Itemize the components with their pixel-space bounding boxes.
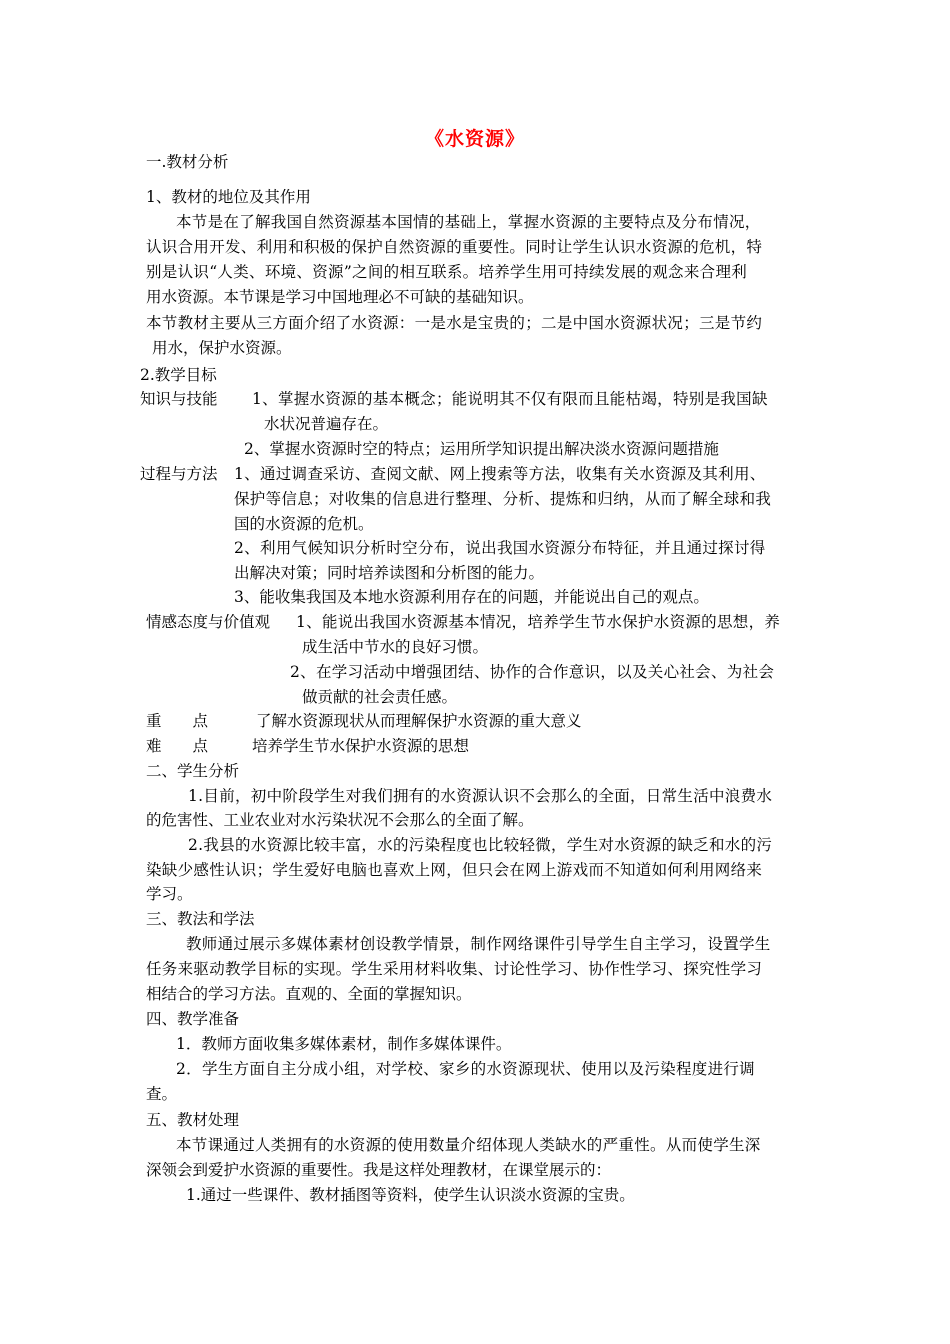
- objective-line: 1、掌握水资源的基本概念；能说明其不仅有限而且能枯竭，特别是我国缺: [252, 390, 768, 408]
- paragraph-line: 认识合用开发、利用和积极的保护自然资源的重要性。同时让学生认识水资源的危机，特: [146, 238, 763, 256]
- paragraph-line: 染缺少感性认识；学生爱好电脑也喜欢上网，但只会在网上游戏而不知道如何利用网络来: [146, 861, 763, 879]
- section-heading-methods: 三、教法和学法: [146, 910, 255, 928]
- paragraph-line: 1.目前，初中阶段学生对我们拥有的水资源认识不会那么的全面，日常生活中浪费水: [188, 787, 773, 805]
- key-point-label: 重 点: [146, 712, 209, 730]
- paragraph-line: 查。: [146, 1085, 178, 1103]
- objective-line: 国的水资源的危机。: [234, 515, 374, 533]
- section-heading-students: 二、学生分析: [146, 762, 240, 780]
- paragraph-line: 用水，保护水资源。: [152, 339, 292, 357]
- paragraph-line: 本节是在了解我国自然资源基本国情的基础上，掌握水资源的主要特点及分布情况，: [176, 213, 761, 231]
- paragraph-line: 1．教师方面收集多媒体素材，制作多媒体课件。: [176, 1035, 512, 1053]
- objective-line: 2、掌握水资源时空的特点；运用所学知识提出解决淡水资源问题措施: [244, 440, 719, 458]
- objective-line: 成生活中节水的良好习惯。: [302, 638, 489, 656]
- objective-line: 做贡献的社会责任感。: [302, 688, 458, 706]
- objective-label-process: 过程与方法: [140, 465, 218, 483]
- section-heading-preparation: 四、教学准备: [146, 1010, 240, 1028]
- section-heading-textbook-analysis: 一.教材分析: [146, 153, 229, 171]
- objective-line: 1、能说出我国水资源基本情况，培养学生节水保护水资源的思想，养: [296, 613, 781, 631]
- key-point-text: 了解水资源现状从而理解保护水资源的重大意义: [256, 712, 582, 730]
- paragraph-line: 1.通过一些课件、教材插图等资料，使学生认识淡水资源的宝贵。: [186, 1186, 635, 1204]
- paragraph-line: 2.我县的水资源比较丰富，水的污染程度也比较轻微，学生对水资源的缺乏和水的污: [188, 836, 773, 854]
- paragraph-line: 任务来驱动教学目标的实现。学生采用材料收集、讨论性学习、协作性学习、探究性学习: [146, 960, 763, 978]
- section-heading-processing: 五、教材处理: [146, 1111, 240, 1129]
- paragraph-line: 教师通过展示多媒体素材创设教学情景，制作网络课件引导学生自主学习，设置学生: [186, 935, 771, 953]
- objective-line: 3、能收集我国及本地水资源利用存在的问题，并能说出自己的观点。: [234, 588, 709, 606]
- paragraph-line: 本节教材主要从三方面介绍了水资源：一是水是宝贵的；二是中国水资源状况；三是节约: [146, 314, 763, 332]
- subheading-role: 1、教材的地位及其作用: [146, 188, 311, 206]
- subheading-objectives: 2.教学目标: [140, 366, 217, 384]
- paragraph-line: 深领会到爱护水资源的重要性。我是这样处理教材，在课堂展示的：: [146, 1161, 612, 1179]
- objective-line: 2、在学习活动中增强团结、协作的合作意识，以及关心社会、为社会: [290, 663, 775, 681]
- objective-line: 出解决对策；同时培养读图和分析图的能力。: [234, 564, 545, 582]
- objective-line: 1、通过调查采访、查阅文献、网上搜索等方法，收集有关水资源及其利用、: [234, 465, 766, 483]
- paragraph-line: 的危害性、工业农业对水污染状况不会那么的全面了解。: [146, 811, 534, 829]
- difficulty-text: 培养学生节水保护水资源的思想: [252, 737, 470, 755]
- difficulty-label: 难 点: [146, 737, 209, 755]
- objective-label-knowledge: 知识与技能: [140, 390, 218, 408]
- objective-label-emotion: 情感态度与价值观: [146, 613, 271, 631]
- paragraph-line: 别是认识“人类、环境、资源”之间的相互联系。培养学生用可持续发展的观念来合理利: [146, 263, 748, 281]
- objective-line: 保护等信息；对收集的信息进行整理、分析、提炼和归纳，从而了解全球和我: [234, 490, 772, 508]
- paragraph-line: 学习。: [146, 885, 193, 903]
- paragraph-line: 本节课通过人类拥有的水资源的使用数量介绍体现人类缺水的严重性。从而使学生深: [176, 1136, 761, 1154]
- objective-line: 2、利用气候知识分析时空分布，说出我国水资源分布特征，并且通过探讨得: [234, 539, 766, 557]
- objective-line: 水状况普遍存在。: [264, 415, 389, 433]
- paragraph-line: 相结合的学习方法。直观的、全面的掌握知识。: [146, 985, 472, 1003]
- document-title: 《水资源》: [424, 128, 525, 150]
- paragraph-line: 2．学生方面自主分成小组，对学校、家乡的水资源现状、使用以及污染程度进行调: [176, 1060, 755, 1078]
- paragraph-line: 用水资源。本节课是学习中国地理必不可缺的基础知识。: [146, 288, 534, 306]
